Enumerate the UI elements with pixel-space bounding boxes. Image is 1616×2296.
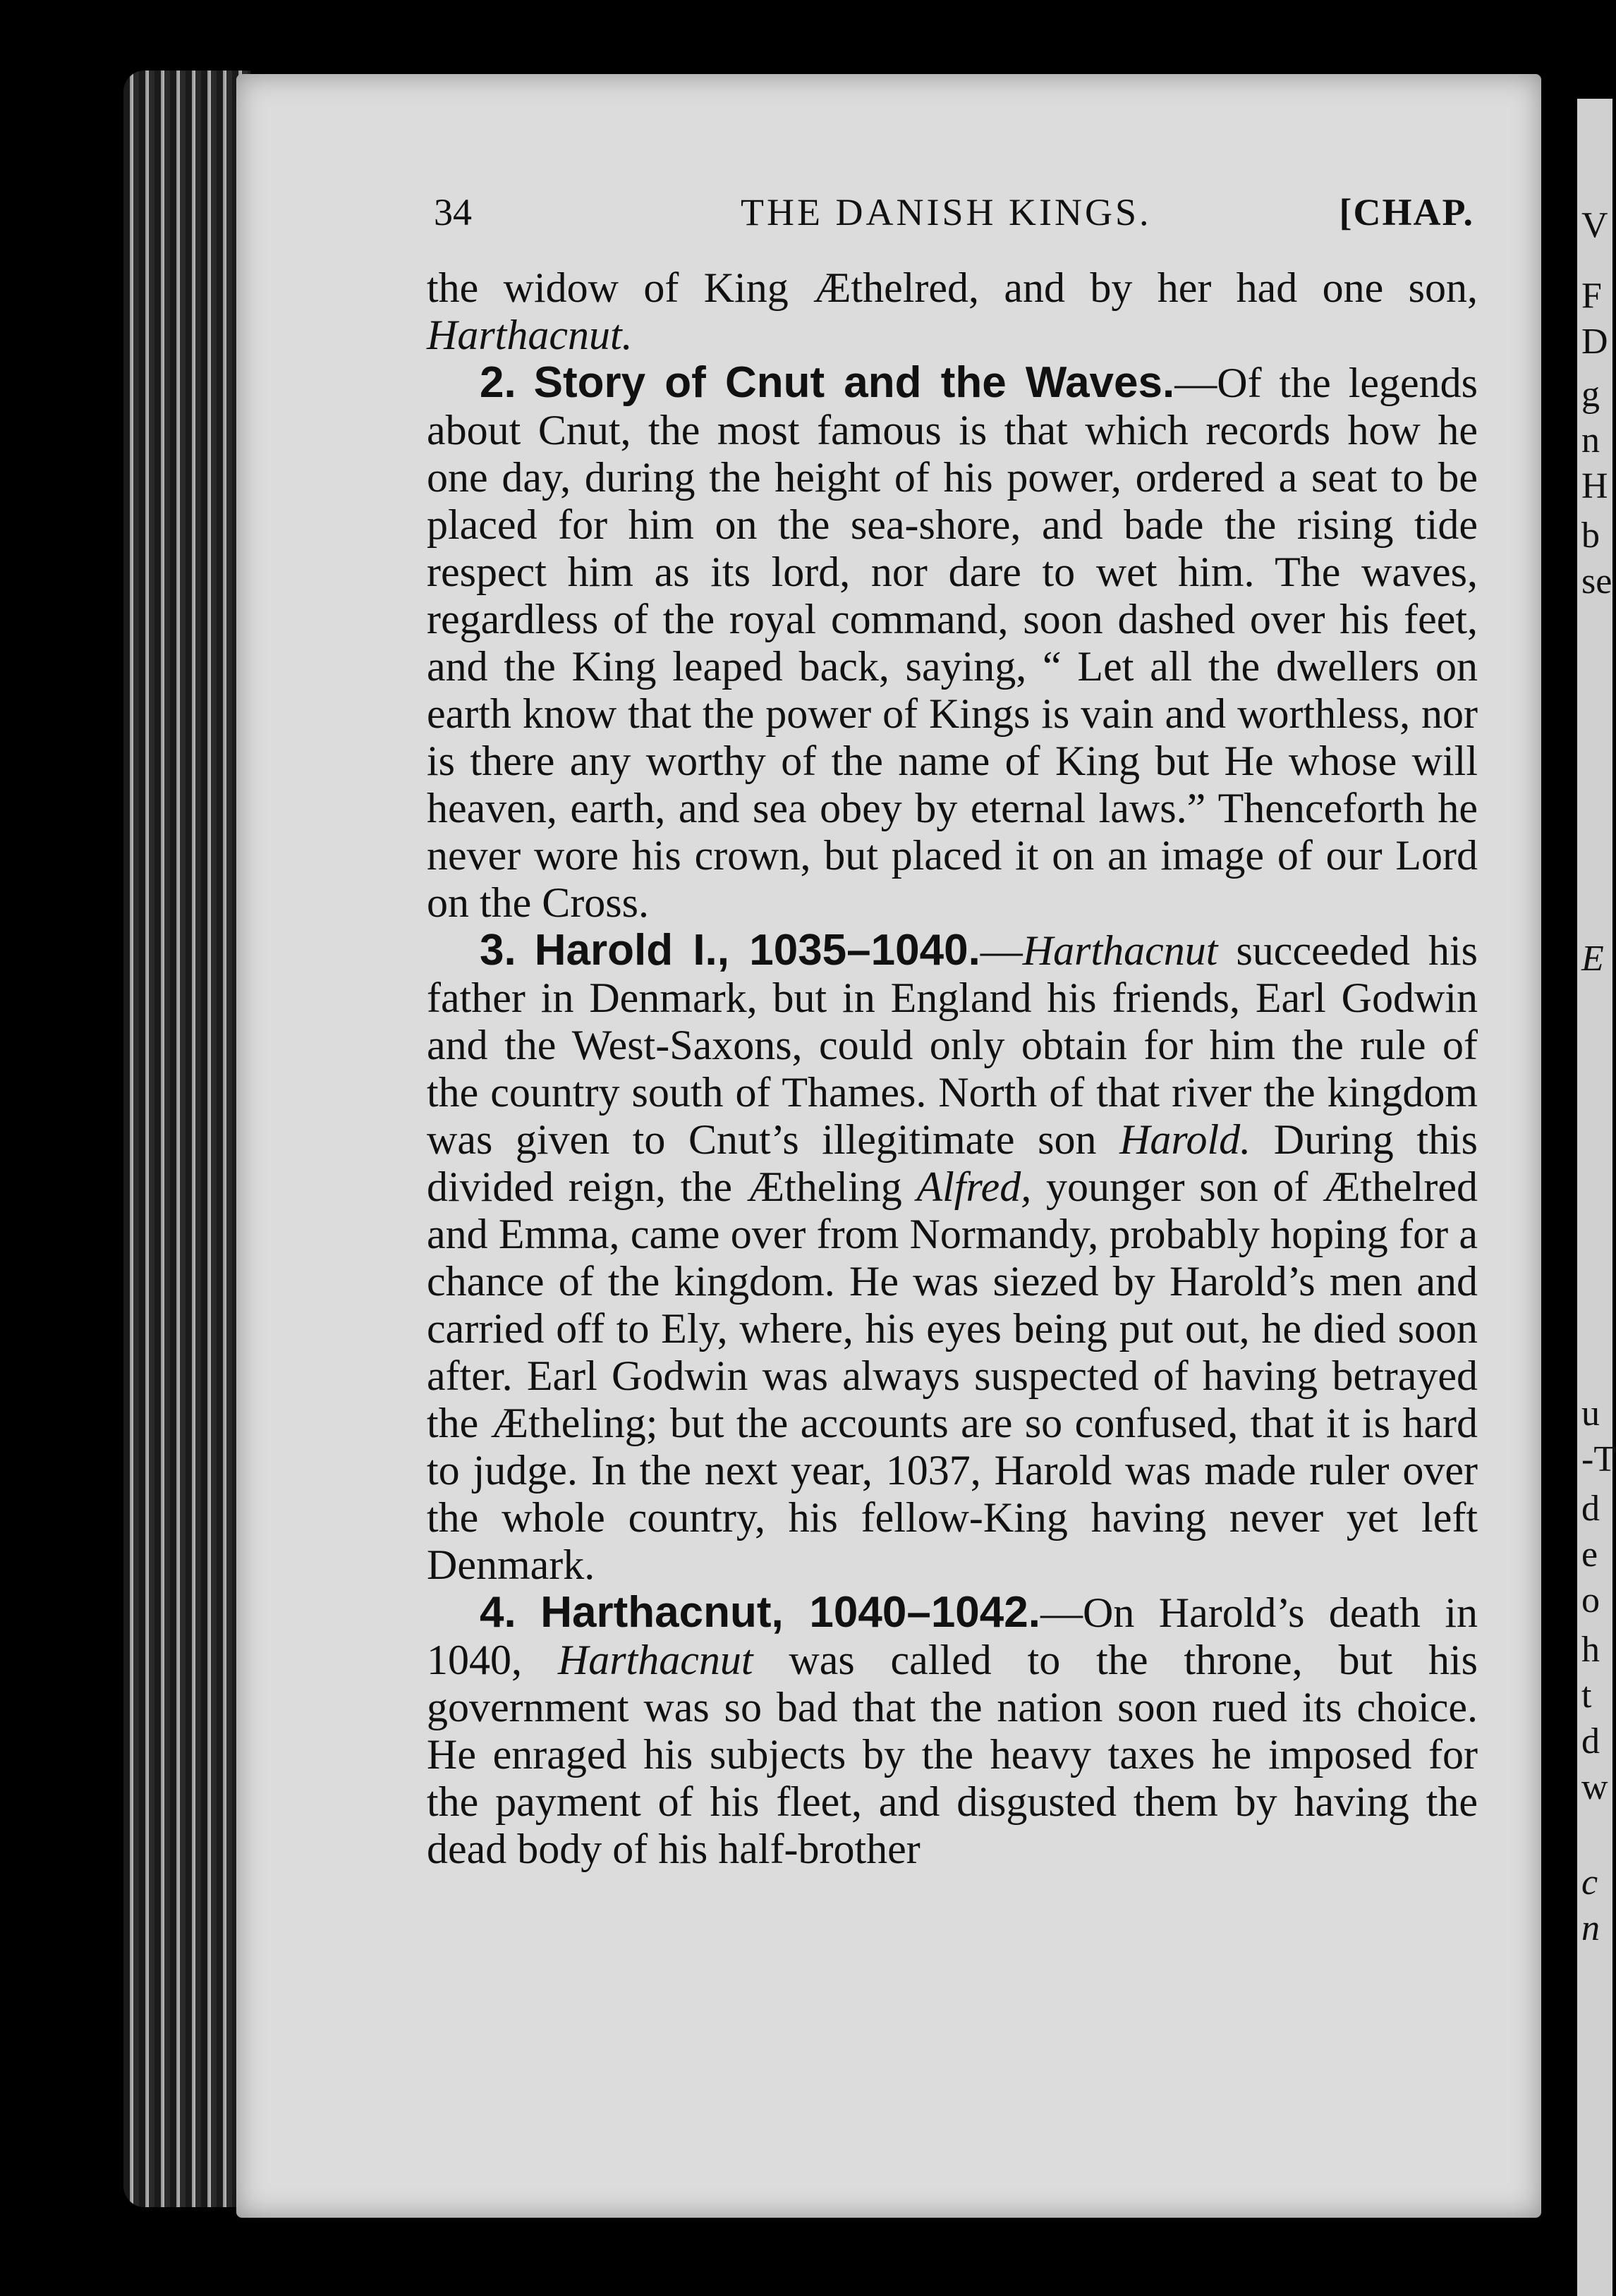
person-name: Harold. — [1119, 1116, 1251, 1163]
facing-page-letter: E — [1581, 939, 1604, 979]
section-story-of-cnut — [427, 359, 1478, 927]
facing-page-letter: e — [1581, 1534, 1598, 1575]
section-heading: Harthacnut, 1040–1042. — [540, 1588, 1040, 1637]
body-text — [427, 264, 1478, 1873]
section-number: 4. — [480, 1588, 516, 1637]
facing-page-letter: c — [1581, 1862, 1598, 1903]
facing-page-letter: H — [1581, 466, 1608, 506]
facing-page-letter: t — [1581, 1675, 1592, 1716]
person-name: Harthacnut — [557, 1637, 753, 1683]
paragraph-text: During this divided reign, the Ætheling — [427, 1116, 1478, 1210]
page-number: 34 — [434, 191, 472, 233]
paragraph-continuation — [427, 264, 1478, 359]
paragraph-text: the widow of King Æthelred, and by her had one son, — [427, 264, 1478, 311]
facing-page-letter: F — [1581, 276, 1602, 316]
section-number: 2. — [480, 358, 516, 407]
running-title: THE DANISH KINGS. — [741, 191, 1152, 233]
paragraph-text: was called to the throne, but his government was so bad that the nation soon rued its choice. He enraged his subjects by the heavy taxes he imposed for the payment of his fleet, and disgusted them by having the dead body of his half-brother — [427, 1637, 1478, 1872]
dash: — — [980, 927, 1023, 974]
running-header — [434, 190, 1474, 240]
paragraph-text: younger son of Æthelred and Emma, came over from Normandy, probably hoping for a chance of the kingdom. He was siezed by Harold’s men and carried off to Ely, where, his eyes being put out, he died soon after. Earl Godwin was always suspected of having betrayed the Ætheling; but the accounts are so confused, that it is hard to judge. In the next year, 1037, Harold was made ruler over the whole country, his fellow-King having never yet left Denmark. — [427, 1164, 1478, 1588]
facing-page-letter: D — [1581, 322, 1608, 362]
facing-page-letter: V — [1581, 205, 1608, 245]
person-name: Alfred, — [916, 1164, 1032, 1210]
facing-page-letter: h — [1581, 1630, 1600, 1670]
facing-page-letter: u — [1581, 1393, 1600, 1434]
paragraph-text: —On Harold’s death in 1040, — [427, 1589, 1478, 1683]
section-heading: Harold I., 1035–1040. — [534, 926, 980, 975]
facing-page-letter: se — [1581, 561, 1612, 602]
person-name: Harthacnut — [1022, 927, 1218, 974]
facing-page-letter: g — [1581, 374, 1600, 415]
facing-page-letter: b — [1581, 515, 1600, 556]
facing-page-letter: d — [1581, 1489, 1600, 1529]
section-number: 3. — [480, 926, 516, 975]
chapter-mark: [CHAP. — [1339, 191, 1474, 233]
facing-page-letter: n — [1581, 1908, 1600, 1948]
facing-page-letter: o — [1581, 1580, 1600, 1620]
facing-page-letter: w — [1581, 1767, 1608, 1807]
facing-page-letter: n — [1581, 420, 1600, 460]
paragraph-text: succeeded his father in Denmark, but in England his friends, Earl Godwin and the West-Saxons, could only obtain for him the rule of the country south of Thames. North of that river the kingdom was given to Cnut’s illegitimate son — [427, 927, 1478, 1163]
facing-page-letter: d — [1581, 1721, 1600, 1761]
section-harthacnut — [427, 1589, 1478, 1873]
facing-page-letter: -T — [1581, 1439, 1616, 1479]
paragraph-text: —Of the legends about Cnut, the most famous is that which records how he one day, during the height of his power, ordered a seat to be placed for him on the sea-shore, and bade the rising tide respect him as its lord, nor dare to wet him. The waves, regardless of the royal command, soon dashed over his feet, and the King leaped back, saying, “ Let all the dwellers on earth know that the power of Kings is vain and worthless, nor is there any worthy of the name of King but He whose will heaven, earth, and sea obey by eternal laws.” Thenceforth he never wore his crown, but placed it on an image of our Lord on the Cross. — [427, 360, 1478, 926]
section-heading: Story of Cnut and the Waves. — [533, 358, 1175, 407]
stacked-page-edges — [123, 71, 250, 2207]
person-name: Harthacnut. — [427, 312, 633, 358]
section-harold-i — [427, 927, 1478, 1589]
